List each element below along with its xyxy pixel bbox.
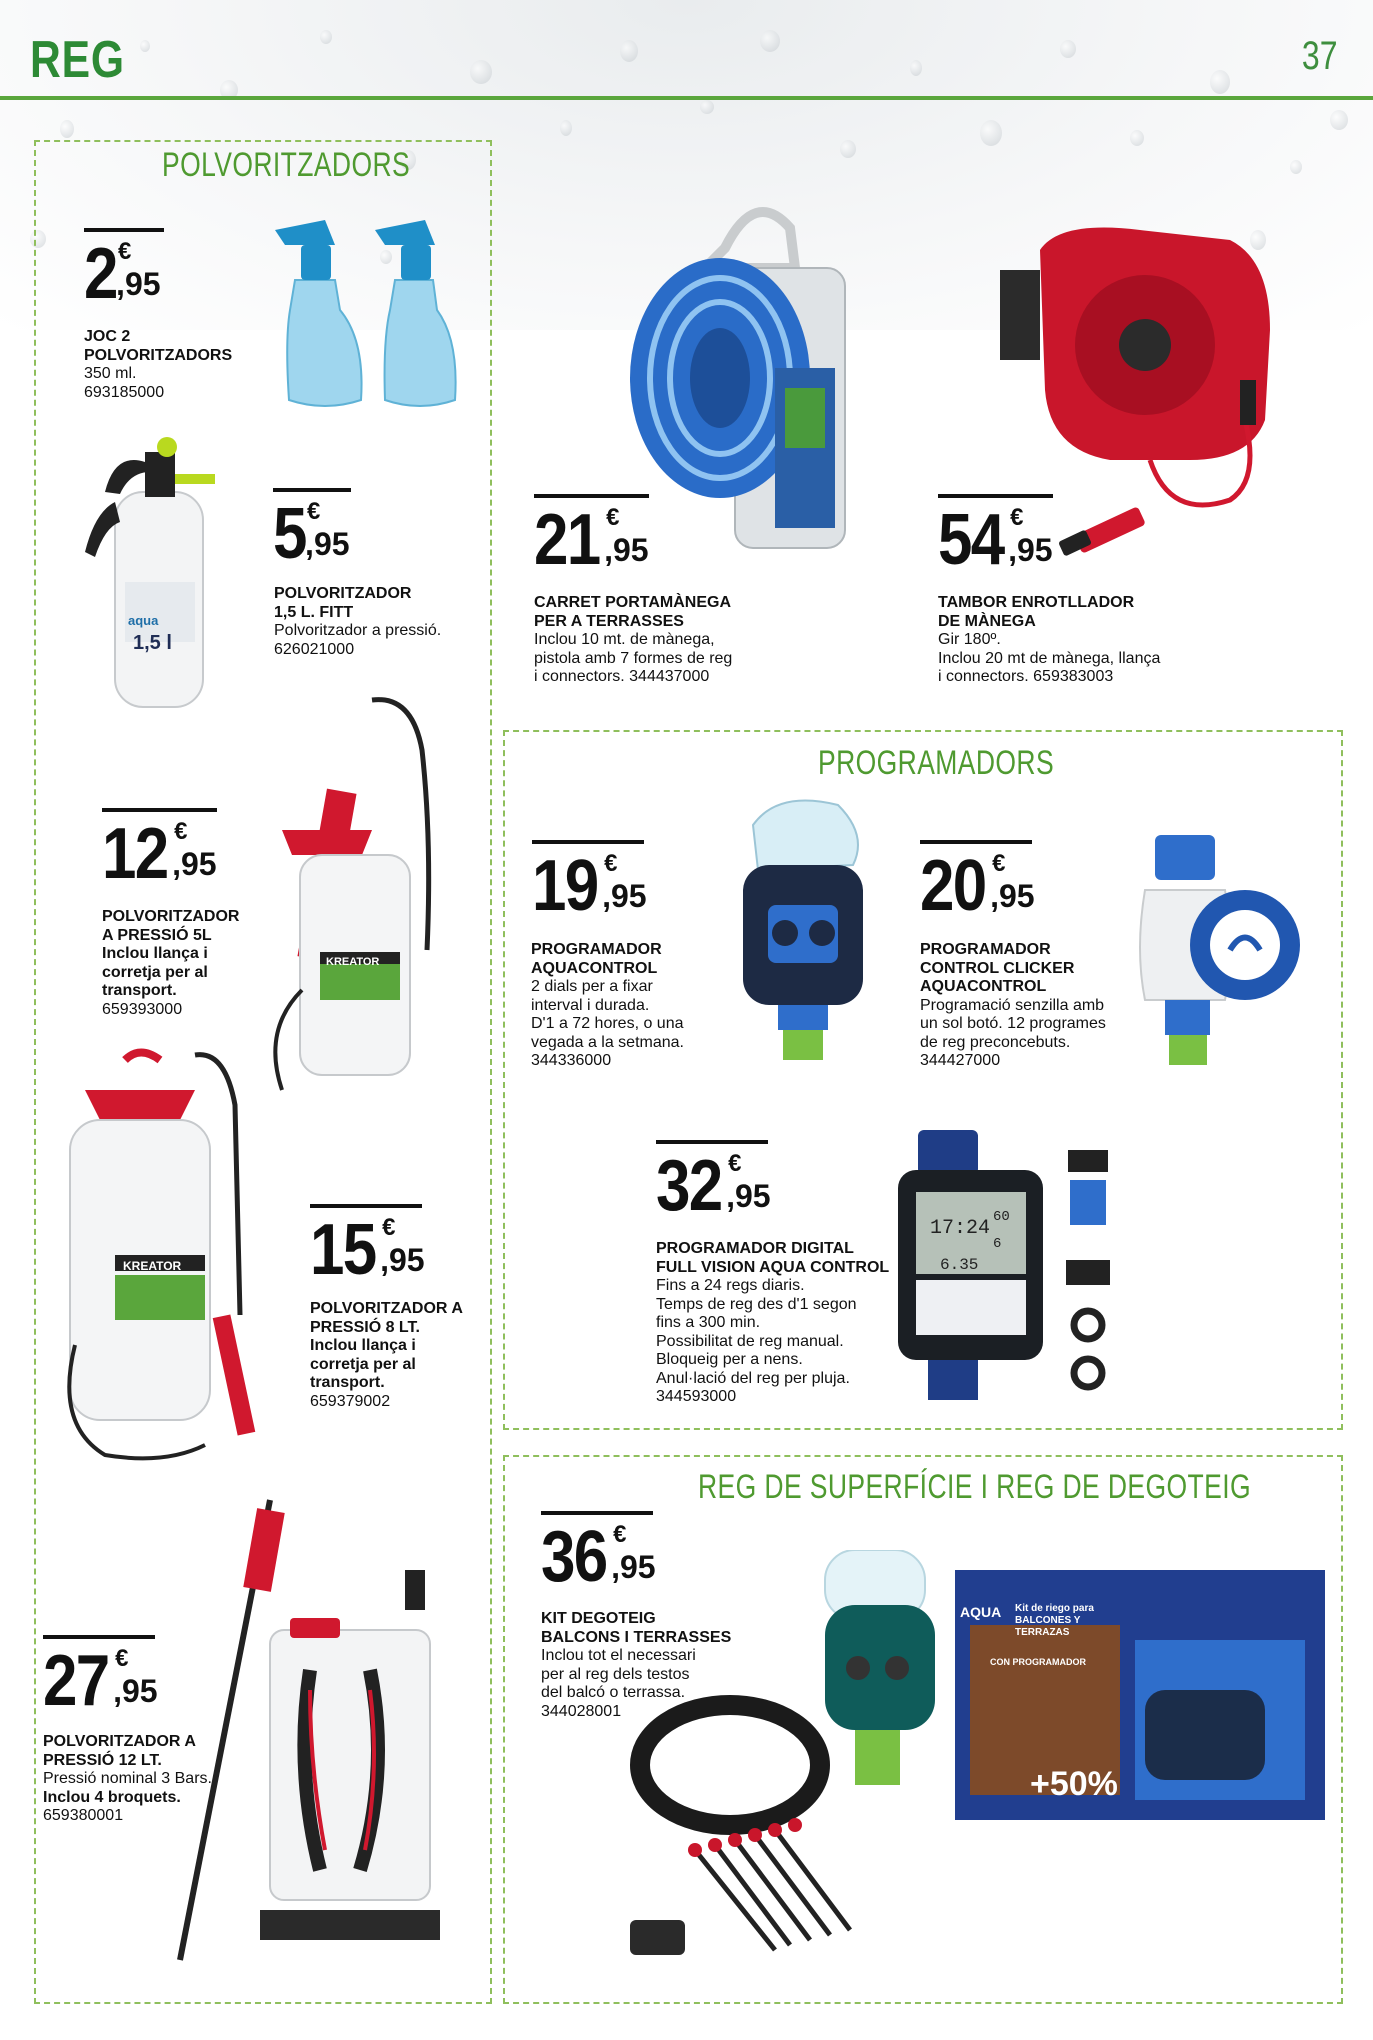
product-detail: Inclou 10 mt. de mànega, <box>534 631 715 648</box>
fitt-volume-label: 1,5 l <box>133 632 172 654</box>
product-title: JOC 2 <box>84 328 131 345</box>
price-p8 <box>656 1140 771 1226</box>
product-title: POLVORITZADORS <box>84 346 233 364</box>
desc-p3 <box>534 594 732 687</box>
product-detail: del balcó o terrassa. <box>541 1684 686 1701</box>
price-cents: ,95 <box>990 878 1035 914</box>
spray-bottles-image <box>265 200 475 415</box>
product-title: POLVORITZADOR <box>274 585 412 602</box>
product-title: AQUACONTROL <box>531 959 658 977</box>
product-detail: Pressió nominal 3 Bars. <box>43 1770 212 1787</box>
kreator-label-8l: KREATOR <box>123 1259 182 1273</box>
product-title: PER A TERRASSES <box>534 612 684 630</box>
desc-p2 <box>274 585 441 659</box>
currency-symbol: € <box>118 238 132 265</box>
product-detail: 350 ml. <box>84 365 137 382</box>
product-title: FULL VISION AQUA CONTROL <box>656 1258 890 1276</box>
product-title: PRESSIÓ 8 LT. <box>310 1318 420 1336</box>
fitt-brand-label: aqua <box>128 613 159 628</box>
price-p7 <box>920 840 1035 926</box>
desc-p10 <box>541 1610 731 1721</box>
product-detail: transport. <box>102 982 177 999</box>
product-detail: Anul·lació del reg per pluja. <box>656 1369 850 1387</box>
product-title: DE MÀNEGA <box>938 612 1036 630</box>
product-title: POLVORITZADOR A <box>43 1733 196 1750</box>
price-integer: 27 <box>43 1641 109 1721</box>
product-detail: Temps de reg des d'1 segon <box>656 1295 857 1313</box>
product-detail: interval i durada. <box>531 996 650 1014</box>
product-title: POLVORITZADOR <box>102 908 240 925</box>
price-p4 <box>938 494 1053 580</box>
page-number: 37 <box>1301 34 1337 78</box>
product-title: CARRET PORTAMÀNEGA <box>534 594 732 611</box>
product-reference: 626021000 <box>274 640 355 658</box>
product-detail: D'1 a 72 hores, o una <box>531 1015 684 1032</box>
price-cents: ,95 <box>305 526 350 562</box>
product-reference: 659379002 <box>310 1392 391 1410</box>
currency-symbol: € <box>382 1214 396 1241</box>
product-title: A PRESSIÓ 5L <box>102 926 212 944</box>
desc-p1 <box>84 328 232 402</box>
product-title: POLVORITZADOR A <box>310 1300 463 1317</box>
price-integer: 32 <box>656 1146 722 1226</box>
price-cents: ,95 <box>113 1673 158 1709</box>
price-p11 <box>43 1635 158 1721</box>
desc-p11 <box>43 1733 212 1826</box>
product-title: PROGRAMADOR DIGITAL <box>656 1240 854 1257</box>
price-cents: ,95 <box>1008 532 1053 568</box>
price-cents: ,95 <box>604 532 649 568</box>
desc-p9 <box>310 1300 463 1411</box>
price-integer: 19 <box>532 846 598 926</box>
currency-symbol: € <box>992 850 1006 877</box>
currency-symbol: € <box>115 1645 129 1672</box>
price-integer: 21 <box>534 500 600 580</box>
price-cents: ,95 <box>602 878 647 914</box>
price-cents: ,95 <box>116 266 161 302</box>
product-title: KIT DEGOTEIG <box>541 1610 656 1627</box>
product-detail: Gir 180º. <box>938 631 1001 648</box>
product-detail: Inclou llança i <box>310 1337 416 1354</box>
product-detail: 2 dials per a fixar <box>531 978 653 995</box>
product-detail: corretja per al <box>102 963 208 981</box>
product-title: CONTROL CLICKER <box>920 959 1075 977</box>
price-integer: 5 <box>273 494 306 574</box>
currency-symbol: € <box>606 504 620 531</box>
product-title: BALCONS I TERRASSES <box>541 1628 732 1646</box>
product-detail: Polvoritzador a pressió. <box>274 622 442 639</box>
product-reference: 344427000 <box>920 1052 1001 1069</box>
price-p3 <box>534 494 649 580</box>
currency-symbol: € <box>613 1521 627 1548</box>
aquacontrol-timer-image <box>738 795 868 1075</box>
product-reference: 659380001 <box>43 1807 124 1824</box>
product-detail: vegada a la setmana. <box>531 1033 684 1051</box>
product-detail: Inclou tot el necessari <box>541 1647 696 1664</box>
product-reference: 344336000 <box>531 1052 612 1069</box>
price-integer: 20 <box>920 846 986 926</box>
product-detail: i connectors. 344437000 <box>534 668 710 685</box>
product-detail: Inclou 20 mt de mànega, llança <box>938 649 1161 667</box>
hose-cart-image <box>625 188 855 558</box>
timer-display-small-1: 60 <box>993 1209 1010 1225</box>
product-detail: Fins a 24 regs diaris. <box>656 1277 805 1294</box>
section-title-reg-superficie: REG DE SUPERFÍCIE I REG DE DEGOTEIG <box>698 1468 1251 1506</box>
desc-p7 <box>920 941 1106 1071</box>
kreator-label-5l: KREATOR <box>326 956 380 968</box>
timer-display-small-2: 6 <box>993 1236 1002 1252</box>
timer-display-time: 17:24 <box>930 1217 991 1240</box>
price-p10 <box>541 1511 656 1597</box>
desc-p5 <box>102 908 239 1019</box>
product-detail: pistola amb 7 formes de reg <box>534 649 733 667</box>
price-integer: 15 <box>310 1210 376 1290</box>
kit-brand-label: AQUA <box>960 1604 1002 1620</box>
product-detail: corretja per al <box>310 1355 416 1373</box>
price-p5 <box>102 808 217 894</box>
desc-p4 <box>938 594 1160 687</box>
product-detail: Programació senzilla amb <box>920 996 1105 1014</box>
price-p1 <box>84 228 164 314</box>
section-title-polvoritzadors: POLVORITZADORS <box>162 146 411 184</box>
product-detail: Possibilitat de reg manual. <box>656 1332 844 1350</box>
product-detail: Inclou llança i <box>102 945 208 962</box>
kit-promo-label: +50% <box>1030 1765 1118 1803</box>
section-title-programadors: PROGRAMADORS <box>818 744 1055 782</box>
currency-symbol: € <box>1010 504 1024 531</box>
price-cents: ,95 <box>380 1242 425 1278</box>
product-detail: de reg preconcebuts. <box>920 1033 1071 1051</box>
pressure-sprayer-1-5l-image <box>75 432 225 717</box>
product-title: PRESSIÓ 12 LT. <box>43 1751 162 1769</box>
price-integer: 2 <box>84 234 117 314</box>
desc-p6 <box>531 941 684 1071</box>
product-reference: 659393000 <box>102 1000 183 1018</box>
currency-symbol: € <box>604 850 618 877</box>
product-reference: 693185000 <box>84 383 165 401</box>
product-reference: 344028001 <box>541 1702 622 1720</box>
digital-timer-image <box>898 1130 1118 1405</box>
kit-subtitle-label: CON PROGRAMADOR <box>990 1657 1086 1667</box>
price-integer: 12 <box>102 814 168 894</box>
desc-p8 <box>656 1240 889 1407</box>
kit-title-label: Kit de riego para BALCONES Y TERRAZAS <box>1015 1603 1094 1638</box>
price-cents: ,95 <box>172 846 217 882</box>
price-p9 <box>310 1204 425 1290</box>
currency-symbol: € <box>174 818 188 845</box>
header-divider <box>0 96 1373 100</box>
product-detail: fins a 300 min. <box>656 1314 761 1331</box>
product-detail: Bloqueig per a nens. <box>656 1351 803 1368</box>
product-title: AQUACONTROL <box>920 978 1047 995</box>
currency-symbol: € <box>728 1150 742 1177</box>
page-title: REG <box>30 31 125 89</box>
product-reference: 344593000 <box>656 1388 737 1405</box>
price-cents: ,95 <box>611 1549 656 1585</box>
control-clicker-timer-image <box>1135 830 1305 1080</box>
timer-display-small-3: 6.35 <box>940 1256 979 1274</box>
product-title: PROGRAMADOR <box>920 941 1051 958</box>
product-detail: Inclou 4 broquets. <box>43 1788 181 1806</box>
price-cents: ,95 <box>726 1178 771 1214</box>
pressure-sprayer-5l-image <box>262 690 462 1110</box>
product-title: 1,5 L. FITT <box>274 603 354 621</box>
price-p6 <box>532 840 647 926</box>
product-detail: per al reg dels testos <box>541 1665 690 1683</box>
price-p2 <box>273 488 351 574</box>
price-integer: 54 <box>938 500 1004 580</box>
product-title: PROGRAMADOR <box>531 941 662 958</box>
product-detail: i connectors. 659383003 <box>938 668 1114 685</box>
currency-symbol: € <box>307 498 321 525</box>
price-integer: 36 <box>541 1517 607 1597</box>
product-detail: transport. <box>310 1374 385 1391</box>
product-detail: un sol botó. 12 programes <box>920 1015 1106 1032</box>
product-title: TAMBOR ENROTLLADOR <box>938 594 1135 611</box>
